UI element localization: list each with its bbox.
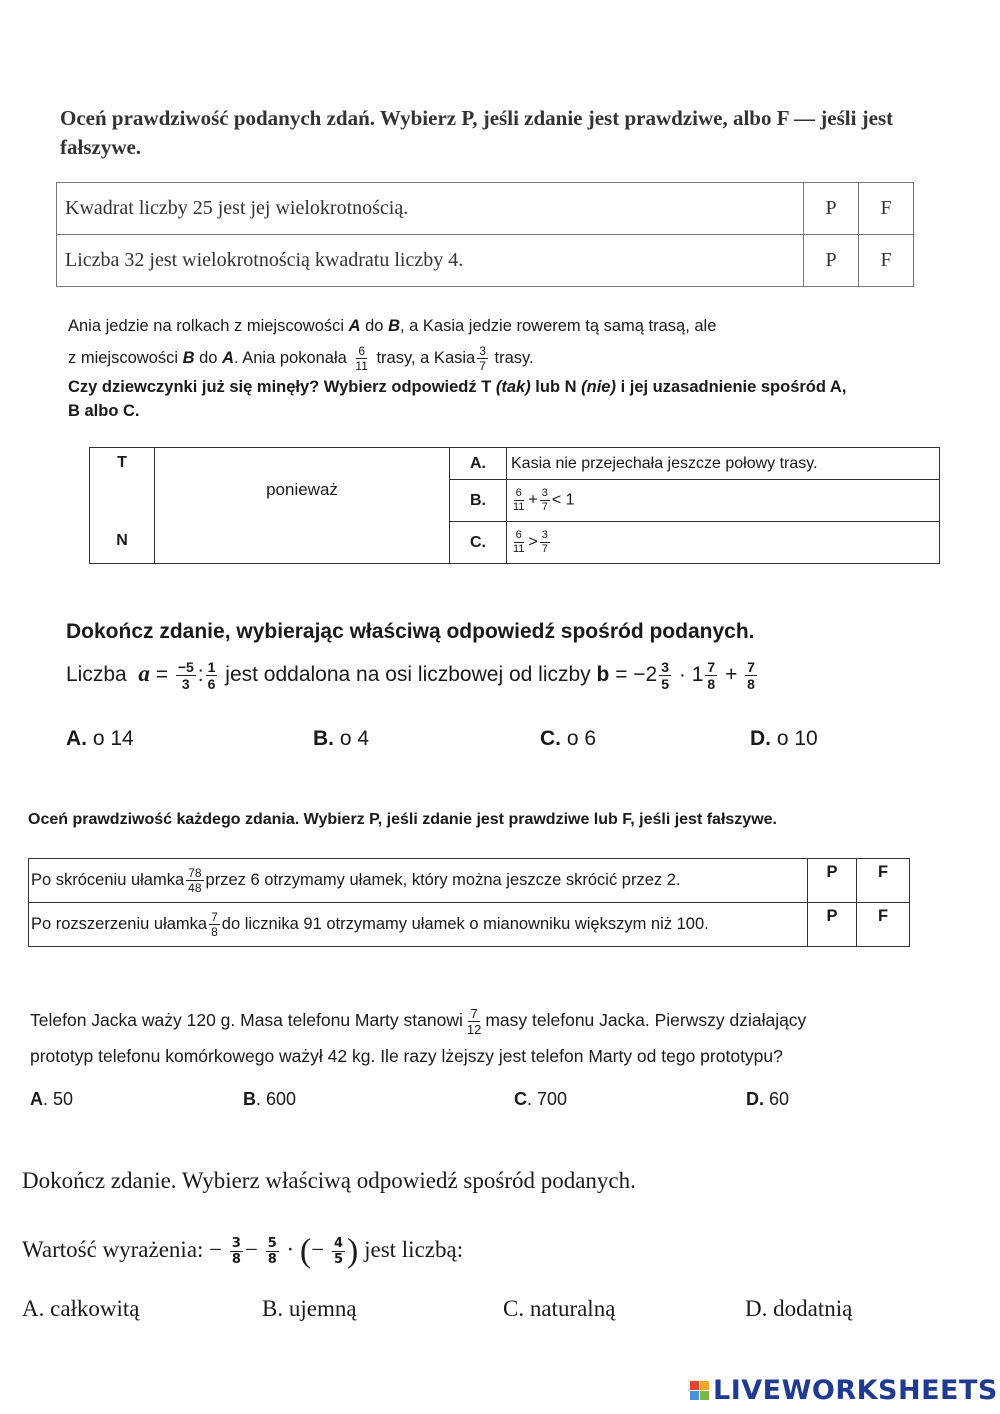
section2-table [89, 447, 940, 564]
section6-answer-b[interactable]: B. ujemną [262, 1296, 357, 1321]
section1-table [56, 182, 914, 287]
fraction: $\frac{6}{11}$ [513, 487, 525, 513]
section5-answer-d[interactable]: D. 60 [746, 1089, 790, 1109]
option-a-text[interactable]: Kasia nie przejechała jeszcze połowy trasy. [507, 448, 940, 480]
option-c-text[interactable]: $\frac{6}{11}$ > $\frac{3}{7}$ [507, 522, 940, 564]
section5-answer-a[interactable]: A. 50 [30, 1089, 74, 1109]
section5-line2: prototyp telefonu komórkowego ważył 42 kg. Ile razy lżejszy jest telefon Marty od tego prototypu? [30, 1046, 783, 1066]
fraction: $\frac{7}{8}$ [707, 658, 716, 692]
section5-answer-c[interactable]: C. 700 [514, 1089, 568, 1109]
because-cell: ponieważ [155, 448, 450, 564]
brand-text: LIVEWORKSHEETS [713, 1374, 998, 1406]
section2-line1: Ania jedzie na rolkach z miejscowości A do B, a Kasia jedzie rowerem tą samą trasą, ale [68, 317, 717, 335]
section6-answer-c[interactable]: C. naturalną [503, 1296, 616, 1321]
tn-cell [90, 448, 155, 564]
statement-4: Po rozszerzeniu ułamka $\frac{7}{8}$ do licznika 91 otrzymamy ułamek o mianowniku większym niż 100. [29, 903, 808, 947]
t-choice[interactable]: T [117, 454, 127, 471]
fraction: $\frac{5}{8}$ [267, 1236, 277, 1268]
f-choice-1[interactable]: F [859, 183, 914, 235]
table-row [29, 903, 910, 947]
p-choice-3[interactable]: P [808, 859, 857, 903]
statement-2: Liczba 32 jest wielokrotnością kwadratu liczby 4. [57, 235, 804, 287]
section3-answer-b[interactable]: B. o 4 [313, 727, 370, 750]
p-choice-4[interactable]: P [808, 903, 857, 947]
fraction: $\frac{3}{7}$ [479, 344, 486, 374]
fraction: $\frac{1}{6}$ [207, 658, 216, 692]
option-b-label[interactable]: B. [450, 480, 507, 522]
fraction: $\frac{7}{8}$ [747, 658, 755, 692]
section3-answer-a[interactable]: A. o 14 [66, 727, 134, 750]
f-choice-4[interactable]: F [857, 903, 910, 947]
f-choice-2[interactable]: F [859, 235, 914, 287]
option-b-text[interactable]: $\frac{6}{11}$ + $\frac{3}{7}$ < 1 [507, 480, 940, 522]
fraction: $\frac{4}{5}$ [333, 1236, 344, 1268]
f-choice-3[interactable]: F [857, 859, 910, 903]
section5-line1: Telefon Jacka waży 120 g. Masa telefonu Marty stanowi $\frac{7}{12}$ masy telefonu Jacka. Pierwszy działający [30, 1005, 807, 1037]
liveworksheets-logo [690, 1374, 998, 1406]
fraction: $\frac{-5}{3}$ [177, 658, 194, 692]
table-row [57, 235, 914, 287]
section2-text [68, 311, 948, 423]
section6-answer-a[interactable]: A. całkowitą [22, 1296, 140, 1321]
statement-1: Kwadrat liczby 25 jest jej wielokrotnością. [57, 183, 804, 235]
section4-table [28, 858, 910, 947]
section1-instruction: Oceń prawdziwość podanych zdań. Wybierz P, jeśli zdanie jest prawdziwe, albo F — jeśli jest fałszywe. [60, 106, 894, 159]
option-a-label[interactable]: A. [450, 448, 507, 480]
section2-line2: z miejscowości B do A. Ania pokonała $\frac{6}{11}$ trasy, a Kasia $\frac{3}{7}$ trasy. [68, 344, 534, 374]
n-choice[interactable]: N [116, 532, 128, 549]
fraction: $\frac{3}{7}$ [541, 529, 548, 555]
section6-instruction: Dokończ zdanie. Wybierz właściwą odpowiedź spośród podanych. [22, 1168, 636, 1193]
statement-3: Po skróceniu ułamka $\frac{78}{48}$ przez 6 otrzymamy ułamek, który można jeszcze skrócić przez 2. [29, 859, 808, 903]
table-row [57, 183, 914, 235]
table-row [29, 859, 910, 903]
section5-text [30, 1002, 980, 1074]
fraction: $\frac{7}{12}$ [466, 1005, 482, 1037]
p-choice-1[interactable]: P [804, 183, 859, 235]
fraction: $\frac{78}{48}$ [188, 866, 202, 895]
section6-answer-d[interactable]: D. dodatnią [745, 1296, 853, 1321]
fraction: $\frac{3}{5}$ [661, 658, 670, 692]
option-c-label[interactable]: C. [450, 522, 507, 564]
section4-instruction: Oceń prawdziwość każdego zdania. Wybierz P, jeśli zdanie jest prawdziwe lub F, jeśli jest fałszywe. [28, 811, 777, 828]
fraction: $\frac{6}{11}$ [355, 344, 368, 374]
section3-answer-d[interactable]: D. o 10 [750, 727, 818, 750]
section3-answer-c[interactable]: C. o 6 [540, 727, 597, 750]
p-choice-2[interactable]: P [804, 235, 859, 287]
section6-expression: Wartość wyrażenia: − $\frac{3}{8}$ − $\frac{5}{8}$ · (− $\frac{4}{5}$ ) jest liczbą: [22, 1232, 464, 1270]
table-row [90, 448, 940, 480]
section3-expression: Liczba a = $\frac{-5}{3}$ : $\frac{1}{6}$ jest oddalona na osi liczbowej od liczby b = −2 $\frac{3}{5}$ · 1 $\frac{7}{8}$ + $\frac{7}{8}$ [66, 658, 755, 692]
fraction: $\frac{6}{11}$ [513, 529, 525, 555]
section3-instruction: Dokończ zdanie, wybierając właściwą odpowiedź spośród podanych. [66, 620, 755, 643]
fraction: $\frac{3}{7}$ [541, 487, 548, 513]
logo-icon [690, 1381, 709, 1400]
section5-answer-b[interactable]: B. 600 [243, 1089, 297, 1109]
section2-question: Czy dziewczynki już się minęły? Wybierz odpowiedź T (tak) lub N (nie) i jej uzasadnienie spośród A, B albo C. [68, 378, 847, 420]
fraction: $\frac{3}{8}$ [231, 1236, 241, 1268]
fraction: $\frac{7}{8}$ [211, 910, 218, 939]
